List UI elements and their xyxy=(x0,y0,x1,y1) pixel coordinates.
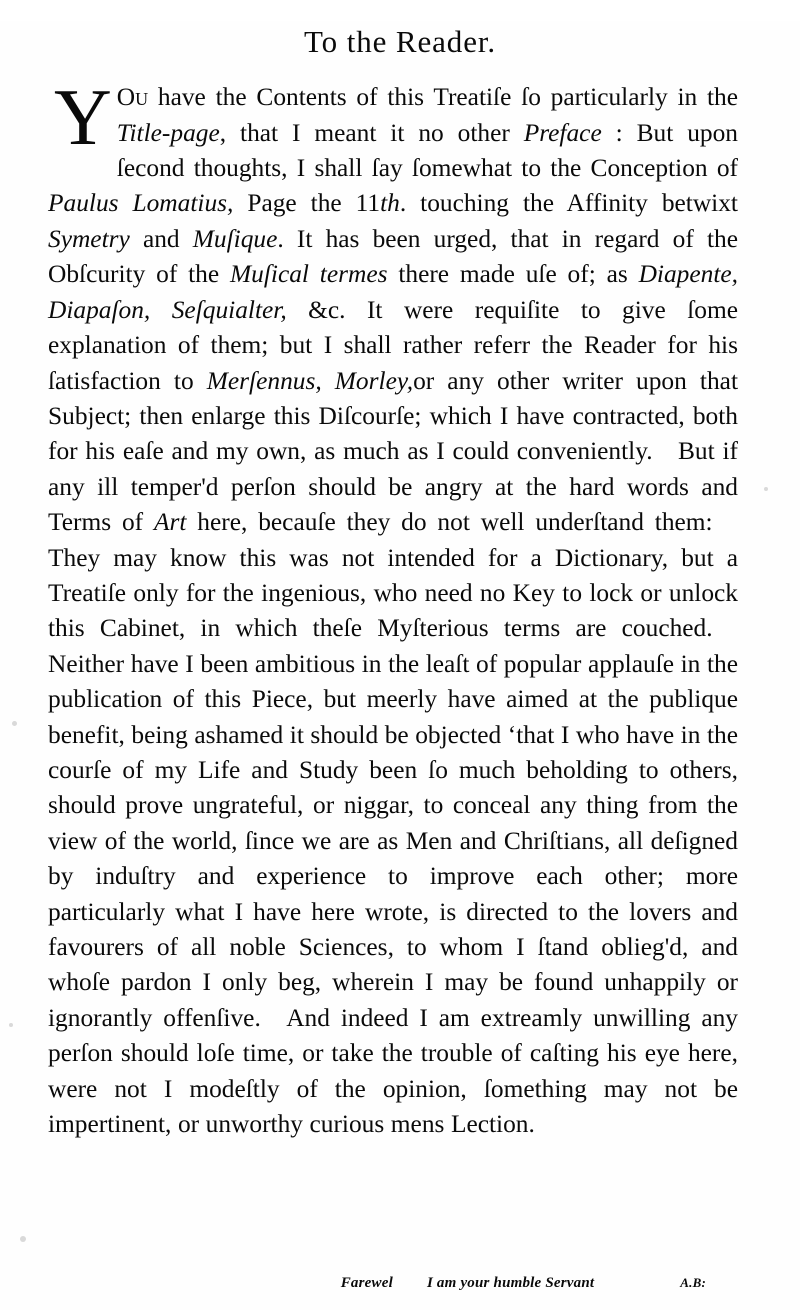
roman-run: here, becauſe they do not well underſtand them: They may know this was not intended for a Dictionary, but a Treatiſe only for the ingenious, who need no Key to lock or unlock this Cabinet, in which theſe Myſterious terms are couched. Neither have I been ambitious in the leaſt of popular applauſe in the publication of this Piece, but meerly have aimed at the publique benefit, being ashamed it should be objected ‘that I who have in the courſe of my Life and Study been ſo much beholding to others, should prove ungrateful, or niggar, to conceal any thing from the view of the world, ſince we are as Men and Chriſtians, all deſigned by induſtry and experience to improve each other; more particularly what I have here wrote, is directed to the lovers and favourers of all noble Sciences, to whom I ſtand oblieg'd, and whoſe pardon I only beg, wherein I may be found unhappily or ignorantly offenſive. And indeed I am extreamly unwilling any perſon should loſe time, or take the trouble of caſting his eye here, were not I modeſtly of the opinion, ſomething may not be impertinent, or unworthy curious mens Lection. xyxy=(48,508,738,1139)
italic-run: Paulus Lomatius, xyxy=(48,189,234,218)
scan-speck xyxy=(764,487,768,491)
opening-smallcaps: Ou xyxy=(116,83,149,112)
italic-run: Title-page xyxy=(116,118,220,147)
farewel-text: Farewel xyxy=(340,1274,393,1291)
italic-run: Symetry xyxy=(48,224,130,253)
italic-run: th xyxy=(380,189,400,218)
roman-run: &c. It were requiſite to give ſome explanation of them; but I shall rather referr the Reader for his ſatisfaction to xyxy=(48,295,738,395)
roman-run: there made uſe of; as xyxy=(387,260,639,289)
italic-run: Art xyxy=(153,508,187,537)
drop-cap-initial: Y xyxy=(54,74,112,163)
roman-run: . It has been urged, that in regard of the Obſcurity of the xyxy=(48,224,738,289)
document-page xyxy=(0,21,800,1310)
servant-text: I am your humble Servant xyxy=(426,1274,595,1291)
roman-run: , that I meant it no other xyxy=(219,118,524,147)
body-text xyxy=(48,74,739,1142)
body-runs xyxy=(48,74,739,1139)
scan-speck xyxy=(9,1023,13,1027)
roman-run: or any other writer upon that Subject; then enlarge this Diſcourſe; which I have contracted, both for his eaſe and my own, as much as I could conveniently. But if any ill temper'd perſon should be angry at the hard words and Terms of xyxy=(48,366,738,537)
scan-speck xyxy=(12,721,17,726)
author-initials: A.B: xyxy=(680,1274,706,1290)
italic-run: Muſical termes xyxy=(229,260,388,289)
italic-run: Merſennus, Morley, xyxy=(206,366,414,395)
roman-run: . touching the Affinity betwixt xyxy=(399,189,738,218)
roman-run: have the Contents of this Treatiſe ſo particularly in the xyxy=(148,83,738,112)
scan-speck xyxy=(20,1236,26,1242)
valediction xyxy=(48,1275,752,1292)
roman-run: and xyxy=(129,224,193,253)
italic-run: Preface xyxy=(523,118,602,147)
page-title: To the Reader. xyxy=(303,23,497,59)
italic-run: Diapente, Diapaſon, Seſquialter, xyxy=(48,260,739,324)
italic-run: Muſique xyxy=(192,224,278,253)
roman-run: Page the 11 xyxy=(233,189,381,218)
roman-run: : But upon ſecond thoughts, I shall ſay ſomewhat to the Conception of xyxy=(116,118,738,183)
